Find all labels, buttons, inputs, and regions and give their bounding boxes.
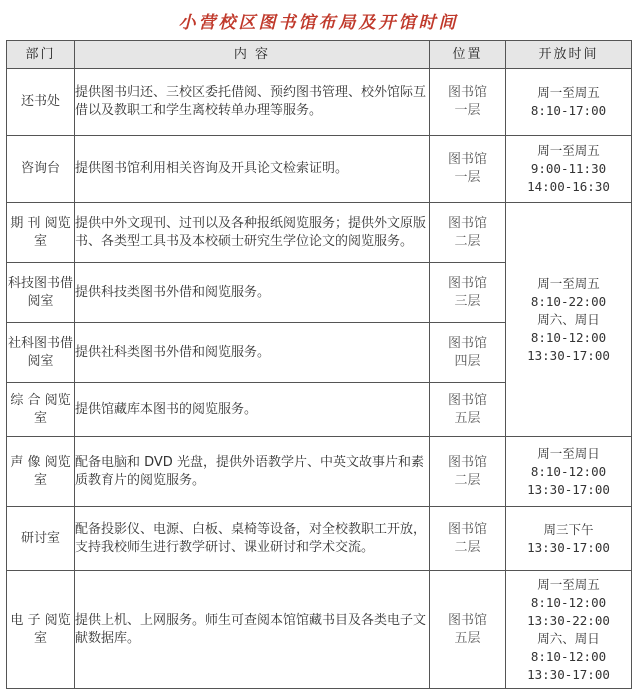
hours-line: 13:30-17:00 [527,347,610,363]
hours-line: 周一至周五 [537,85,600,100]
location-line: 四层 [454,353,481,369]
table-row [7,69,632,136]
dept-cell: 研讨室 [7,507,75,571]
location-line: 二层 [454,233,481,249]
location-cell [430,323,506,383]
location-cell [430,263,506,323]
table-row [7,571,632,689]
content-cell: 配备投影仪、电源、白板、桌椅等设备，对全校教职工开放，支持我校师生进行教学研讨、课业研讨和学术交流。 [75,507,430,571]
location-line: 一层 [454,103,481,118]
hours-cell [506,69,632,136]
location-line: 图书馆 [447,392,487,408]
location-line: 图书馆 [447,335,487,351]
content-cell: 提供科技类图书外借和阅览服务。 [75,263,430,323]
table-row [7,136,632,203]
location-line: 图书馆 [447,152,487,167]
location-cell [430,571,506,689]
location-line: 三层 [454,293,481,309]
hours-line: 8:10-12:00 [530,648,607,664]
hours-line: 9:00-11:30 [530,161,607,176]
location-cell [430,136,506,203]
dept-cell: 咨询台 [7,136,75,203]
hours-line: 13:30-17:00 [527,666,610,682]
dept-cell: 社科图书借阅室 [7,323,75,383]
location-line: 图书馆 [447,85,487,100]
dept-cell: 综 合 阅览室 [7,383,75,437]
hours-line: 8:10-17:00 [530,103,607,118]
hours-line: 13:30-17:00 [527,481,610,497]
hours-line: 8:10-12:00 [530,594,607,610]
location-cell [430,383,506,437]
location-line: 图书馆 [447,612,487,628]
header-content: 内 容 [75,41,430,69]
hours-line: 8:10-12:00 [530,463,607,479]
content-cell: 提供上机、上网服务。师生可查阅本馆馆藏书目及各类电子文献数据库。 [75,571,430,689]
location-cell [430,69,506,136]
hours-line: 周三下午 [543,521,594,537]
location-cell [430,437,506,507]
header-dept: 部门 [7,41,75,69]
table-row [7,437,632,507]
location-line: 五层 [454,410,481,426]
library-layout-table [6,40,632,689]
location-cell [430,507,506,571]
table-row [7,507,632,571]
location-line: 图书馆 [447,215,487,231]
location-cell [430,203,506,263]
hours-cell [506,507,632,571]
hours-line: 8:10-22:00 [530,293,607,309]
dept-cell: 期 刊 阅览室 [7,203,75,263]
dept-cell: 声 像 阅览室 [7,437,75,507]
location-line: 图书馆 [447,454,487,470]
hours-line: 周六、周日 [537,630,600,646]
location-line: 一层 [454,170,481,185]
location-line: 图书馆 [447,521,487,537]
hours-line: 周一至周五 [537,275,600,291]
location-line: 五层 [454,630,481,646]
table-row [7,203,632,263]
location-line: 图书馆 [447,275,487,291]
header-row [7,41,632,69]
shared-hours-cell [506,203,632,437]
content-cell: 提供中外文现刊、过刊以及各种报纸阅览服务；提供外文原版书、各类型工具书及本校硕士研究生学位论文的阅览服务。 [75,203,430,263]
hours-cell [506,571,632,689]
location-line: 二层 [454,472,481,488]
content-cell: 提供图书归还、三校区委托借阅、预约图书管理、校外馆际互借以及教职工和学生离校转单办理等服务。 [75,69,430,136]
hours-line: 周一至周五 [537,576,600,592]
content-cell: 提供社科类图书外借和阅览服务。 [75,323,430,383]
hours-line: 14:00-16:30 [527,179,610,194]
hours-line: 8:10-12:00 [530,329,607,345]
hours-cell [506,136,632,203]
header-hours: 开放时间 [506,41,632,69]
hours-cell [506,437,632,507]
content-cell: 提供图书馆利用相关咨询及开具论文检索证明。 [75,136,430,203]
hours-line: 周六、周日 [537,311,600,327]
hours-line: 13:30-22:00 [527,612,610,628]
header-location: 位置 [430,41,506,69]
dept-cell: 还书处 [7,69,75,136]
location-line: 二层 [454,539,481,555]
hours-line: 周一至周五 [537,143,600,158]
hours-line: 13:30-17:00 [527,539,610,555]
document-title: 小营校区图书馆布局及开馆时间 [178,13,459,33]
content-cell: 提供馆藏库本图书的阅览服务。 [75,383,430,437]
dept-cell: 科技图书借阅室 [7,263,75,323]
hours-line: 周一至周日 [537,445,600,461]
content-cell: 配备电脑和 DVD 光盘，提供外语教学片、中英文故事片和素质教育片的阅览服务。 [75,437,430,507]
dept-cell: 电 子 阅览室 [7,571,75,689]
